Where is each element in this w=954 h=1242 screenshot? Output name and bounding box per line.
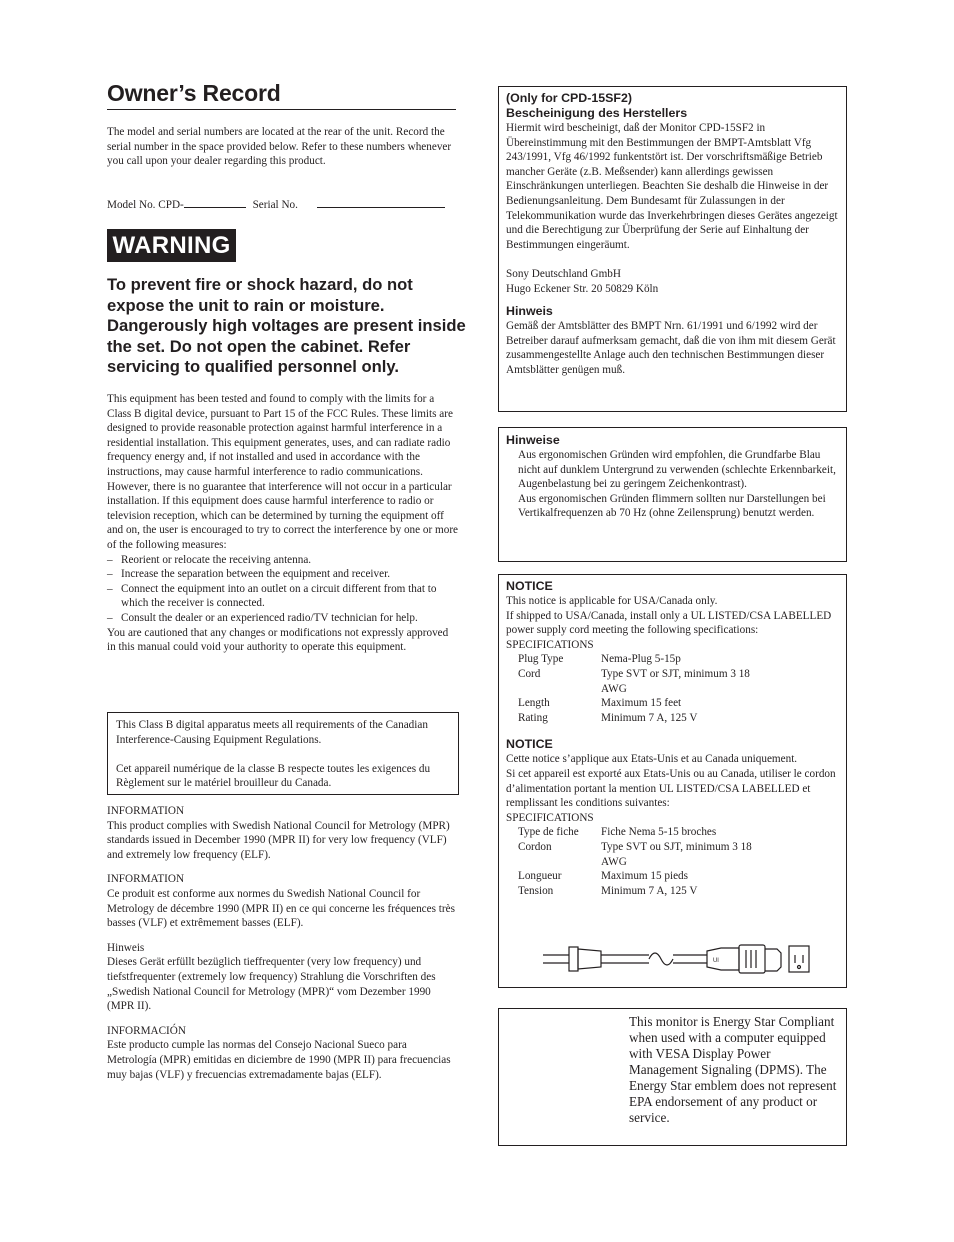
notice-content [506,579,840,898]
spec-key: Tension [518,884,554,897]
table-row [518,696,771,711]
mpr-text: Este producto cumple las normas del Consejo Nacional Sueco para Metrología (MPR) emitidas en diciembre de 1990 (MPR II) para frecuencias muy bajas (VLF) y frecuencias extremadamente bajas (ELF). [107,1039,451,1081]
model-number-blank[interactable] [184,197,246,208]
svg-text:Ul: Ul [713,958,719,964]
fcc-body: This equipment has been tested and found to comply with the limits for a Class B digital device, pursuant to Part 15 of the FCC Rules. These limits are designed to provide reasonable protection against harmful interference in a residential installation. This equipment generates, uses, and can radiate radio frequency energy and, if not installed and used in accordance with the instructions, may cause harmful interference to radio communications. However, there is no guarantee that interference will not occur in a particular installation. If this equipment does cause harmful interference to radio or television reception, which can be determined by turning the equipment off and on, the user is encouraged to try to correct the interference by one or more of the following measures: [107,393,459,551]
power-cord-icon [541,941,813,977]
list-item: – Connect the equipment into an outlet on a circuit different from that to which the receiver is connected. [107,582,459,611]
list-item: – Increase the separation between the equipment and receiver. [107,567,459,582]
owners-record-intro: The model and serial numbers are located at the rear of the unit. Record the serial number in the space provided below. Refer to these numbers whenever you call upon your dealer regarding this product. [107,126,452,167]
model-number-label: Model No. CPD- [107,199,184,211]
mpr-text: Dieses Gerät erfüllt bezüglich tieffrequenter (very low frequency) und tiefstfrequenter (extremely low frequency) Strahlung die Vorschriften des „Swedish National Council for Metrology (MPR)“ vom Dezember 1990 (MPR II). [107,956,436,1013]
canada-compliance-box [107,712,459,795]
spec-value: Nema-Plug 5-15p [601,653,681,666]
manufacturer-cert-heading: Bescheinigung des Herstellers [506,106,688,120]
spec-key: Type de fiche [518,826,579,839]
warning-text: To prevent fire or shock hazard, do not expose the unit to rain or moisture. Dangerously high voltages are present inside the set. Do not open the cabinet. Refer servicing to qualified personnel only. [107,275,466,376]
notice-en-spec-table [518,652,771,725]
cpd-heading: (Only for CPD-15SF2) [506,91,632,105]
canada-statement-fr: Cet appareil numérique de la classe B respecte toutes les exigences du Règlement sur le matériel brouilleur du Canada. [116,762,431,790]
spec-key: Plug Type [518,653,564,666]
mpr-block-es [107,1024,459,1082]
fcc-measures-list [107,553,459,626]
list-item: – Reorient or relocate the receiving antenna. [107,553,459,568]
mpr-heading: INFORMATION [107,873,185,886]
spec-key: Length [518,697,550,710]
fcc-statement [107,392,459,655]
record-line [107,197,457,212]
fcc-caution: You are cautioned that any changes or modifications not expressly approved in this manual could void your authority to operate this equipment. [107,626,449,654]
table-row [518,711,771,726]
mpr-heading: INFORMATION [107,805,185,817]
notice-fr-spec-label: SPECIFICATIONS [506,811,594,824]
mpr-block-de [107,941,459,1014]
notice-fr-line2: Si cet appareil est exporté aux Etats-Unis ou au Canada, utiliser le cordon d’alimentation portant la mention UL LISTED/CSA LABELLED et remplissant les conditions suivantes: [506,767,836,810]
table-row [518,652,771,667]
spec-value: Type SVT ou SJT, minimum 3 18 AWG [601,840,752,868]
spec-key: Cordon [518,840,552,853]
table-row [518,869,771,884]
hinweise-item: Aus ergonomischen Gründen wird empfohlen, die Grundfarbe Blau nicht auf dunklem Untergrund zu verwenden (schlechte Erkennbarkeit, Augenbelastung bei zu geringem Zeichenkontrast). [518,449,836,491]
spec-value: Maximum 15 feet [601,697,682,710]
table-row [518,667,771,696]
spec-value: Minimum 7 A, 125 V [601,711,698,724]
hinweise-item: Aus ergonomischen Gründen flimmern sollten nur Darstellungen bei Vertikalfrequenzen ab 70 Hz (ohne Zeilensprung) benutzt werden. [518,492,826,520]
mpr-text: Ce produit est conforme aux normes du Swedish National Council for Metrology de décembre 1990 (MPR II) en ce qui concerne les fréquences très basses (VLF) et extrêmement basses (ELF). [107,887,455,930]
mpr-text: This product complies with Swedish National Council for Metrology (MPR) standards issued in December 1990 (MPR II) for very low frequency (VLF) and extremely low frequency (ELF). [107,819,450,861]
spec-value: Minimum 7 A, 125 V [601,884,698,897]
mpr-statements [107,804,459,1092]
hinweis-text: Gemäß der Amtsblätter des BMPT Nrn. 61/1991 und 6/1992 wird der Betreiber darauf aufmerksam gemacht, daß die von ihm mit diesem Gerät zusammengestellte Anlage auch den technischen Bestimmungen dieser Amtsblätter genügen muß. [506,320,836,376]
hinweise-box [498,427,847,562]
table-row [518,825,771,840]
cpd-15sf2-box [498,86,847,412]
spec-key: Longueur [518,870,562,883]
manufacturer-cert-body: Hiermit wird bescheinigt, daß der Monitor CPD-15SF2 in Übereinstimmung mit den Bestimmungen der BMPT-Amtsblatt Vfg 243/1991, Vfg 46/1992 funkentstört ist. Der vorschriftsmäßige Betrieb mancher Geräte (z.B. Meßsender) kann allerdings gewissen Einschränkungen unterliegen. Beachten Sie deshalb die Hinweise in der Bedienungsanleitung. Dem Bundesamt für Zulassungen in der Telekommunikation wurde das Inverkehrbringen dieses Gerätes angezeigt und die Berechtigung zur Überprüfung der Serie auf Einhaltung der Bestimmungen eingeräumt. [506,122,838,251]
list-item: – Consult the dealer or an experienced radio/TV technician for help. [107,611,459,626]
mpr-block-en [107,804,459,862]
hinweis-heading: Hinweis [506,304,553,319]
notice-en-spec-label: SPECIFICATIONS [506,638,594,651]
notice-en-line1: This notice is applicable for USA/Canada only. [506,595,718,607]
hinweise-heading: Hinweise [506,433,560,447]
notice-fr-line1: Cette notice s’applique aux Etats-Unis et au Canada uniquement. [506,753,798,766]
notice-heading-en: NOTICE [506,579,553,593]
hinweise-content [506,433,840,521]
mpr-heading: Hinweis [107,941,145,954]
canada-statement-en: This Class B digital apparatus meets all requirements of the Canadian Interference-Causing Equipment Regulations. [116,719,428,746]
company-name: Sony Deutschland GmbH [506,267,621,280]
table-row [518,840,771,869]
notice-en-line2: If shipped to USA/Canada, install only a UL LISTED/CSA LABELLED power supply cord meeting the following specifications: [506,609,832,637]
notice-heading-fr: NOTICE [506,737,553,752]
table-row [518,884,771,899]
spec-value: Maximum 15 pieds [601,870,689,883]
cpd-box-content [506,91,840,378]
spec-value: Fiche Nema 5-15 broches [601,826,717,839]
spec-key: Cord [518,667,541,680]
mpr-heading: INFORMACIÓN [107,1024,186,1037]
energy-star-box [498,1008,847,1146]
mpr-block-fr [107,872,459,930]
energy-star-text: This monitor is Energy Star Compliant when used with a computer equipped with VESA Display Power Management Signaling (DPMS). The Energy Star emblem does not represent EPA endorsement of any product or service. [629,1014,837,1125]
owners-record-title: Owner’s Record [107,80,456,110]
company-address: Hugo Eckener Str. 20 50829 Köln [506,282,659,295]
spec-value: Type SVT or SJT, minimum 3 18 AWG [601,667,750,695]
notice-box [498,574,847,988]
serial-number-blank[interactable] [317,197,445,208]
serial-number-label: Serial No. [252,199,298,211]
notice-fr-spec-table [518,825,771,898]
warning-label: WARNING [107,229,236,262]
spec-key: Rating [518,711,548,724]
